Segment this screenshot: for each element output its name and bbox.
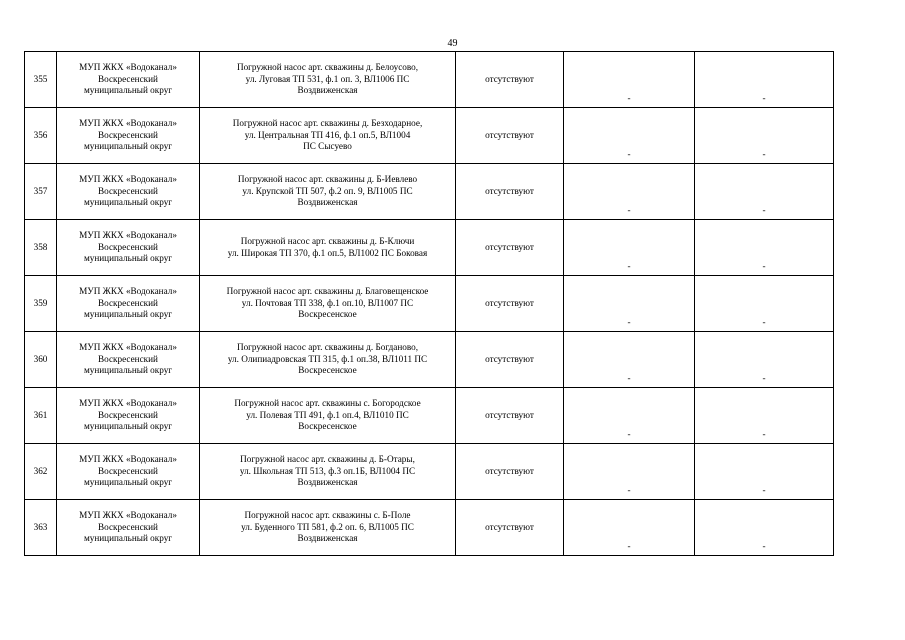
organization-line: МУП ЖКХ «Водоканал»	[79, 286, 177, 297]
description-line: Погружной насос арт. скважины д. Богданово,	[236, 342, 419, 353]
status-cell: отсутствуют	[456, 52, 564, 108]
description-line: ул. Олипиадровская ТП 315, ф.1 оп.38, ВЛ1011 ПС	[227, 353, 428, 364]
equipment-description-cell	[200, 444, 456, 500]
column-6-cell: -	[695, 500, 834, 556]
organization-cell	[57, 444, 200, 500]
description-line: Воздвиженская	[297, 533, 358, 544]
status-cell: отсутствуют	[456, 388, 564, 444]
organization-cell	[57, 500, 200, 556]
column-5-cell: -	[564, 220, 695, 276]
description-line: Воскресенское	[298, 421, 357, 432]
table-body	[25, 52, 834, 556]
description-line: Воздвиженская	[297, 477, 358, 488]
organization-cell	[57, 108, 200, 164]
organization-line: МУП ЖКХ «Водоканал»	[79, 174, 177, 185]
description-line: Погружной насос арт. скважины д. Благовещенское	[226, 286, 429, 297]
organization-line: муниципальный округ	[83, 309, 173, 320]
status-cell: отсутствуют	[456, 108, 564, 164]
description-line: ПС Сысуево	[303, 141, 352, 152]
description-line: ул. Крупской ТП 507, ф.2 оп. 9, ВЛ1005 ПС	[242, 185, 413, 196]
column-6-cell: -	[695, 52, 834, 108]
description-line: Погружной насос арт. скважины д. Белоусово,	[236, 62, 419, 73]
table-row	[25, 164, 834, 220]
organization-cell	[57, 276, 200, 332]
organization-line: Воскресенский	[98, 129, 158, 140]
status-cell: отсутствуют	[456, 500, 564, 556]
column-6-cell: -	[695, 332, 834, 388]
organization-line: МУП ЖКХ «Водоканал»	[79, 62, 177, 73]
table-row	[25, 332, 834, 388]
table-row	[25, 108, 834, 164]
organization-line: Воскресенский	[98, 353, 158, 364]
organization-line: Воскресенский	[98, 185, 158, 196]
description-line: Погружной насос арт. скважины д. Б-Иевлево	[237, 174, 418, 185]
organization-line: МУП ЖКХ «Водоканал»	[79, 398, 177, 409]
row-number: 359	[25, 276, 57, 332]
organization-line: МУП ЖКХ «Водоканал»	[79, 454, 177, 465]
organization-cell	[57, 52, 200, 108]
table-row	[25, 220, 834, 276]
description-line: Погружной насос арт. скважины д. Безходарное,	[232, 118, 423, 129]
organization-line: муниципальный округ	[83, 85, 173, 96]
organization-line: Воскресенский	[98, 73, 158, 84]
equipment-description-cell	[200, 108, 456, 164]
row-number: 361	[25, 388, 57, 444]
description-line: Погружной насос арт. скважины с. Богородское	[234, 398, 421, 409]
organization-line: МУП ЖКХ «Водоканал»	[79, 230, 177, 241]
status-cell: отсутствуют	[456, 220, 564, 276]
organization-line: Воскресенский	[98, 241, 158, 252]
column-5-cell: -	[564, 108, 695, 164]
row-number: 362	[25, 444, 57, 500]
column-5-cell: -	[564, 388, 695, 444]
organization-line: МУП ЖКХ «Водоканал»	[79, 118, 177, 129]
equipment-description-cell	[200, 220, 456, 276]
column-6-cell: -	[695, 276, 834, 332]
table-row	[25, 444, 834, 500]
description-line: ул. Луговая ТП 531, ф.1 оп. 3, ВЛ1006 ПС	[245, 73, 410, 84]
organization-line: Воскресенский	[98, 465, 158, 476]
column-6-cell: -	[695, 164, 834, 220]
row-number: 356	[25, 108, 57, 164]
description-line: ул. Полевая ТП 491, ф.1 оп.4, ВЛ1010 ПС	[246, 409, 409, 420]
organization-cell	[57, 332, 200, 388]
column-5-cell: -	[564, 444, 695, 500]
row-number: 355	[25, 52, 57, 108]
status-cell: отсутствуют	[456, 444, 564, 500]
description-line: Воскресенское	[298, 365, 357, 376]
status-cell: отсутствуют	[456, 164, 564, 220]
column-5-cell: -	[564, 164, 695, 220]
description-line: ул. Школьная ТП 513, ф.3 оп.1Б, ВЛ1004 ПС	[239, 465, 416, 476]
organization-line: муниципальный округ	[83, 197, 173, 208]
organization-line: муниципальный округ	[83, 533, 173, 544]
column-6-cell: -	[695, 220, 834, 276]
organization-line: муниципальный округ	[83, 141, 173, 152]
organization-line: Воскресенский	[98, 521, 158, 532]
organization-line: муниципальный округ	[83, 253, 173, 264]
equipment-description-cell	[200, 52, 456, 108]
organization-line: муниципальный округ	[83, 477, 173, 488]
description-line: Воскресенское	[298, 309, 357, 320]
organization-line: МУП ЖКХ «Водоканал»	[79, 510, 177, 521]
page-number: 49	[447, 38, 458, 49]
organization-cell	[57, 164, 200, 220]
description-line: Погружной насос арт. скважины с. Б-Поле	[244, 510, 411, 521]
organization-line: Воскресенский	[98, 297, 158, 308]
description-line: ул. Центральная ТП 416, ф.1 оп.5, ВЛ1004	[244, 129, 411, 140]
row-number: 360	[25, 332, 57, 388]
row-number: 363	[25, 500, 57, 556]
organization-line: муниципальный округ	[83, 365, 173, 376]
table-row	[25, 500, 834, 556]
equipment-description-cell	[200, 388, 456, 444]
equipment-description-cell	[200, 332, 456, 388]
equipment-description-cell	[200, 164, 456, 220]
description-line: Воздвиженская	[297, 197, 358, 208]
table-row	[25, 52, 834, 108]
column-5-cell: -	[564, 276, 695, 332]
table-row	[25, 388, 834, 444]
status-cell: отсутствуют	[456, 276, 564, 332]
row-number: 358	[25, 220, 57, 276]
description-line: ул. Буденного ТП 581, ф.2 оп. 6, ВЛ1005 ПС	[241, 521, 414, 532]
column-6-cell: -	[695, 388, 834, 444]
table-row	[25, 276, 834, 332]
equipment-description-cell	[200, 276, 456, 332]
organization-line: Воскресенский	[98, 409, 158, 420]
column-6-cell: -	[695, 108, 834, 164]
description-line: Погружной насос арт. скважины д. Б-Отары,	[240, 454, 415, 465]
column-5-cell: -	[564, 332, 695, 388]
organization-cell	[57, 388, 200, 444]
column-5-cell: -	[564, 500, 695, 556]
row-number: 357	[25, 164, 57, 220]
description-line: Погружной насос арт. скважины д. Б-Ключи	[240, 236, 415, 247]
status-cell: отсутствуют	[456, 332, 564, 388]
equipment-table	[24, 51, 834, 556]
column-5-cell: -	[564, 52, 695, 108]
description-line: ул. Почтовая ТП 338, ф.1 оп.10, ВЛ1007 ПС	[241, 297, 414, 308]
description-line: ул. Широкая ТП 370, ф.1 оп.5, ВЛ1002 ПС Боковая	[227, 247, 428, 258]
description-line: Воздвиженская	[297, 85, 358, 96]
column-6-cell: -	[695, 444, 834, 500]
equipment-description-cell	[200, 500, 456, 556]
organization-line: МУП ЖКХ «Водоканал»	[79, 342, 177, 353]
organization-line: муниципальный округ	[83, 421, 173, 432]
organization-cell	[57, 220, 200, 276]
